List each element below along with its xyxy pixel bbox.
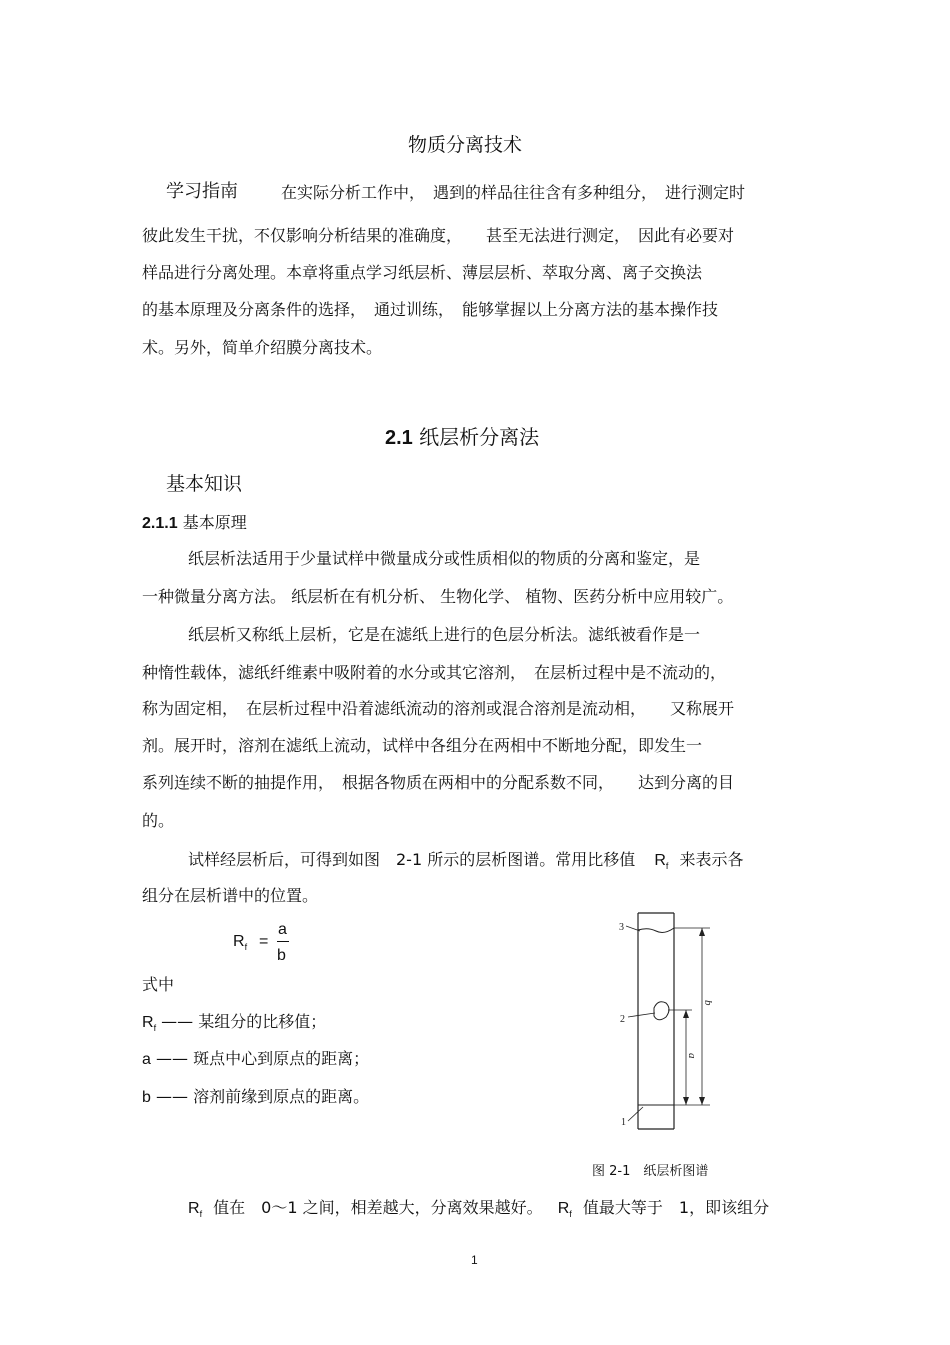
para2-line-3: 称为固定相， 在层析过程中沿着滤纸流动的溶剂或混合溶剂是流动相， 又称展开 [142, 699, 735, 718]
last-line [188, 1198, 769, 1220]
figure-label-2: 2 [620, 1014, 625, 1025]
last-rf-2-R: R [557, 1200, 570, 1217]
figure-label-1: 1 [621, 1117, 626, 1128]
guide-line-1: 在实际分析工作中， 遇到的样品往往含有多种组分， 进行测定时 [281, 183, 746, 202]
dimension-b-arrow-bottom [699, 1097, 705, 1105]
para2-line-2: 种惰性载体，滤纸纤维素中吸附着的水分或其它溶剂， 在层析过程中是不流动的， [142, 663, 727, 682]
para3-line-1 [188, 850, 744, 872]
section-number: 2.1 [385, 427, 413, 449]
dimension-b-arrow-top [699, 928, 705, 936]
formula-denominator: b [277, 947, 286, 964]
last-rf-2-sub: f [569, 1209, 572, 1219]
last-rf-1-sub: f [199, 1209, 203, 1219]
guide-line-3: 样品进行分离处理。本章将重点学习纸层析、薄层层析、萃取分离、离子交换法 [142, 263, 703, 282]
formula-numerator: a [278, 921, 287, 938]
para2-line-4: 剂。展开时，溶剂在滤纸上流动，试样中各组分在两相中不断地分配，即发生一 [142, 736, 703, 755]
para2-line-6: 的。 [142, 811, 175, 830]
guide-line-4: 的基本原理及分离条件的选择， 通过训练， 能够掌握以上分离方法的基本操作技 [142, 300, 719, 319]
where-sub-rf: f [153, 1023, 157, 1033]
last-rf-1 [188, 1200, 202, 1217]
guide-line-2: 彼此发生干扰，不仅影响分析结果的准确度， 甚至无法进行测定， 因此有必要对 [142, 226, 735, 245]
rf-symbol [654, 852, 668, 869]
dimension-a-arrow-bottom [683, 1097, 689, 1105]
section-heading [385, 421, 539, 450]
basic-knowledge-heading: 基本知识 [166, 473, 243, 495]
fraction-line [277, 941, 289, 942]
where-text-b: —— 溶剂前缘到原点的距离。 [156, 1087, 370, 1106]
where-item-a [142, 1049, 369, 1070]
where-sym-b: b [142, 1089, 151, 1106]
label-1-leader [628, 1107, 643, 1121]
last-rf-1-R: R [188, 1200, 200, 1217]
para3-text-b: 来表示各 [679, 850, 744, 869]
where-text-rf: —— 某组分的比移值； [161, 1012, 327, 1031]
section-title: 纸层析分离法 [419, 425, 540, 449]
solvent-front-line [638, 928, 674, 932]
para1-line-1: 纸层析法适用于少量试样中微量成分或性质相似的物质的分离和鉴定，是 [188, 549, 701, 568]
formula-lhs [233, 932, 247, 953]
label-2-leader [628, 1013, 655, 1017]
subsection-number: 2.1.1 [142, 515, 178, 532]
where-label: 式中 [142, 975, 175, 994]
where-item-rf [142, 1012, 326, 1034]
rf-subscript: f [665, 861, 669, 871]
subsection-title: 基本原理 [182, 513, 247, 532]
formula-subscript: f [244, 942, 248, 952]
last-rf-2 [558, 1200, 572, 1217]
chromatogram-figure [610, 905, 730, 1140]
where-text-a: —— 斑点中心到原点的距离； [156, 1049, 370, 1068]
dimension-b-label: b [702, 1000, 714, 1006]
last-line-text-1: 值在 0～1 之间，相差越大，分离效果越好。 [213, 1198, 543, 1217]
dimension-a-arrow-top [683, 1010, 689, 1018]
para1-line-2: 一种微量分离方法。 纸层析在有机分析、 生物化学、 植物、医药分析中应用较广。 [142, 587, 734, 606]
formula-R: R [233, 933, 245, 950]
rf-R: R [654, 852, 666, 869]
guide-heading: 学习指南 [166, 181, 238, 202]
where-item-b [142, 1087, 369, 1108]
where-sym-rf: R [142, 1014, 154, 1031]
last-line-text-2: 值最大等于 1，即该组分 [582, 1198, 770, 1217]
document-title: 物质分离技术 [408, 134, 523, 156]
page-number: 1 [471, 1253, 478, 1267]
guide-line-5: 术。另外，简单介绍膜分离技术。 [142, 338, 383, 357]
para2-line-1: 纸层析又称纸上层析，它是在滤纸上进行的色层分析法。滤纸被看作是一 [188, 625, 701, 644]
dimension-a-label: a [686, 1053, 698, 1059]
figure-label-3: 3 [619, 922, 624, 933]
formula-equals: = [259, 933, 269, 950]
sample-spot [654, 1002, 669, 1020]
para3-line-2: 组分在层析谱中的位置。 [142, 886, 319, 905]
where-sym-a: a [142, 1051, 151, 1068]
para2-line-5: 系列连续不断的抽提作用， 根据各物质在两相中的分配系数不同， 达到分离的目 [142, 773, 735, 792]
figure-caption: 图 2-1 纸层析图谱 [592, 1164, 709, 1179]
para3-text-a: 试样经层析后，可得到如图 2-1 所示的层析图谱。常用比移值 [188, 850, 636, 869]
subsection-heading [142, 513, 247, 534]
